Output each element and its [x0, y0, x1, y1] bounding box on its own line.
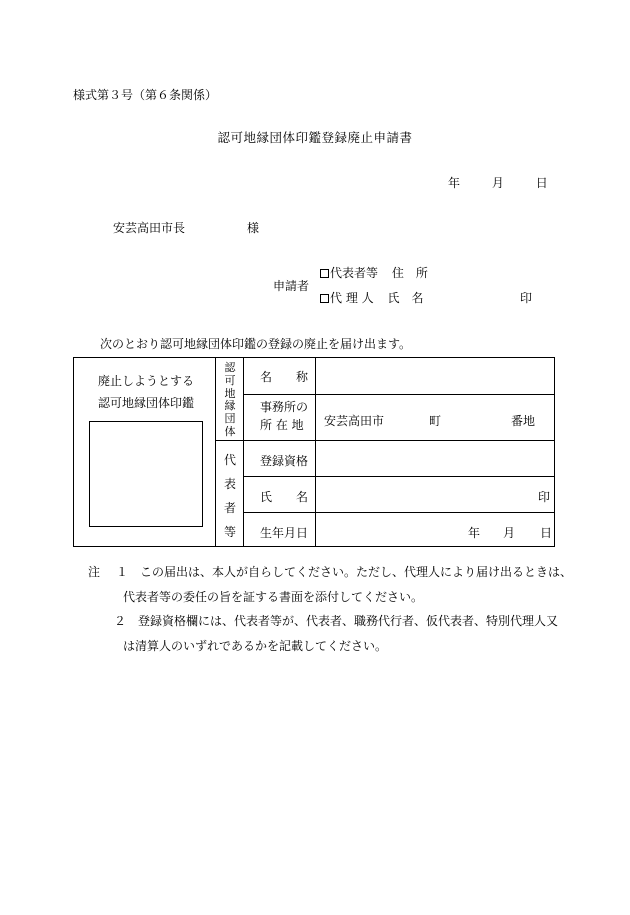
town-suffix: 町: [429, 414, 442, 428]
table-divider: [315, 358, 316, 546]
office-label-line2: 所 在 地: [260, 418, 304, 432]
qualification-input-area[interactable]: [323, 441, 555, 476]
date-year: 年: [448, 176, 461, 190]
representative-option: 代表者等: [330, 266, 379, 280]
vertical-char: 体: [224, 424, 236, 438]
rep-name-input-area[interactable]: [323, 477, 523, 512]
note-1-text-1: この届出は、本人が自らしてください。ただし、代理人により届け出るときは、: [140, 565, 573, 579]
office-label-line1: 事務所の: [260, 400, 309, 414]
address-label: 住 所: [391, 266, 428, 280]
city-name: 安芸高田市: [324, 414, 385, 428]
addressee: [113, 219, 259, 236]
note-2-text-1: 登録資格欄には、代表者等が、代表者、職務代行者、仮代表者、特別代理人又: [138, 614, 559, 628]
rep-name-label: 氏 名: [260, 490, 309, 504]
vertical-char: 団: [224, 412, 236, 426]
form-number: 様式第３号（第６条関係）: [73, 88, 218, 102]
note-2-text-2: は清算人のいずれであるかを記載してください。: [123, 638, 388, 653]
date-line: [448, 174, 548, 191]
birth-month: 月: [503, 526, 516, 540]
note-2-number: ２: [114, 614, 127, 628]
applicant-agent-row: [320, 289, 423, 306]
agent-option: 代 理 人: [330, 291, 374, 305]
addressee-name: 安芸高田市長: [113, 221, 186, 235]
date-month: 月: [491, 176, 504, 190]
note-1-text-2: 代表者等の委任の旨を証する書面を添付してください。: [123, 589, 424, 604]
birth-year: 年: [468, 526, 481, 540]
note-1-number: １: [116, 565, 129, 579]
table-row-line: [243, 394, 554, 395]
birth-date-label: 生年月日: [260, 526, 309, 540]
vertical-char: 可: [224, 373, 236, 387]
name-label: 氏 名: [387, 291, 424, 305]
vertical-char: 者: [223, 501, 236, 515]
document-title: 認可地縁団体印鑑登録廃止申請書: [217, 130, 413, 145]
notes-section: [88, 560, 572, 658]
vertical-char: 等: [223, 525, 236, 539]
intro-text: 次のとおり認可地縁団体印鑑の登録の廃止を届け出ます。: [100, 337, 412, 351]
seal-impression-box[interactable]: [89, 421, 203, 527]
table-row-line: [243, 512, 554, 513]
addressee-honorific: 様: [247, 221, 260, 235]
registration-table: [73, 357, 555, 547]
group-label-authorized-association: [223, 362, 237, 439]
vertical-char: 縁: [224, 399, 236, 413]
note-1-line-1: [88, 560, 572, 585]
vertical-char: 代: [223, 453, 236, 467]
representative-checkbox[interactable]: [320, 269, 329, 278]
qualification-label: 登録資格: [260, 454, 309, 468]
name-field-label: 名 称: [260, 370, 309, 384]
seal-caption-1: 廃止しようとする: [98, 374, 195, 388]
table-divider: [215, 358, 216, 546]
seal-caption-2: 認可地縁団体印鑑: [98, 396, 195, 410]
rep-seal-mark: 印: [538, 490, 551, 504]
name-input-area[interactable]: [323, 358, 555, 394]
office-location-label: [260, 398, 308, 434]
vertical-char: 地: [224, 386, 236, 400]
applicant-label: 申請者: [273, 279, 310, 293]
group-label-representatives: [223, 448, 237, 544]
applicant-seal-mark: 印: [520, 291, 533, 305]
agent-checkbox[interactable]: [320, 294, 329, 303]
banchi-suffix: 番地: [511, 414, 536, 428]
vertical-char: 表: [223, 477, 236, 491]
table-divider: [243, 358, 244, 546]
birth-day: 日: [540, 526, 553, 540]
date-day: 日: [535, 176, 548, 190]
note-2-line-1: [88, 609, 572, 634]
note-prefix: 注: [88, 565, 101, 579]
applicant-representative-row: [320, 264, 428, 281]
vertical-char: 認: [224, 361, 236, 374]
